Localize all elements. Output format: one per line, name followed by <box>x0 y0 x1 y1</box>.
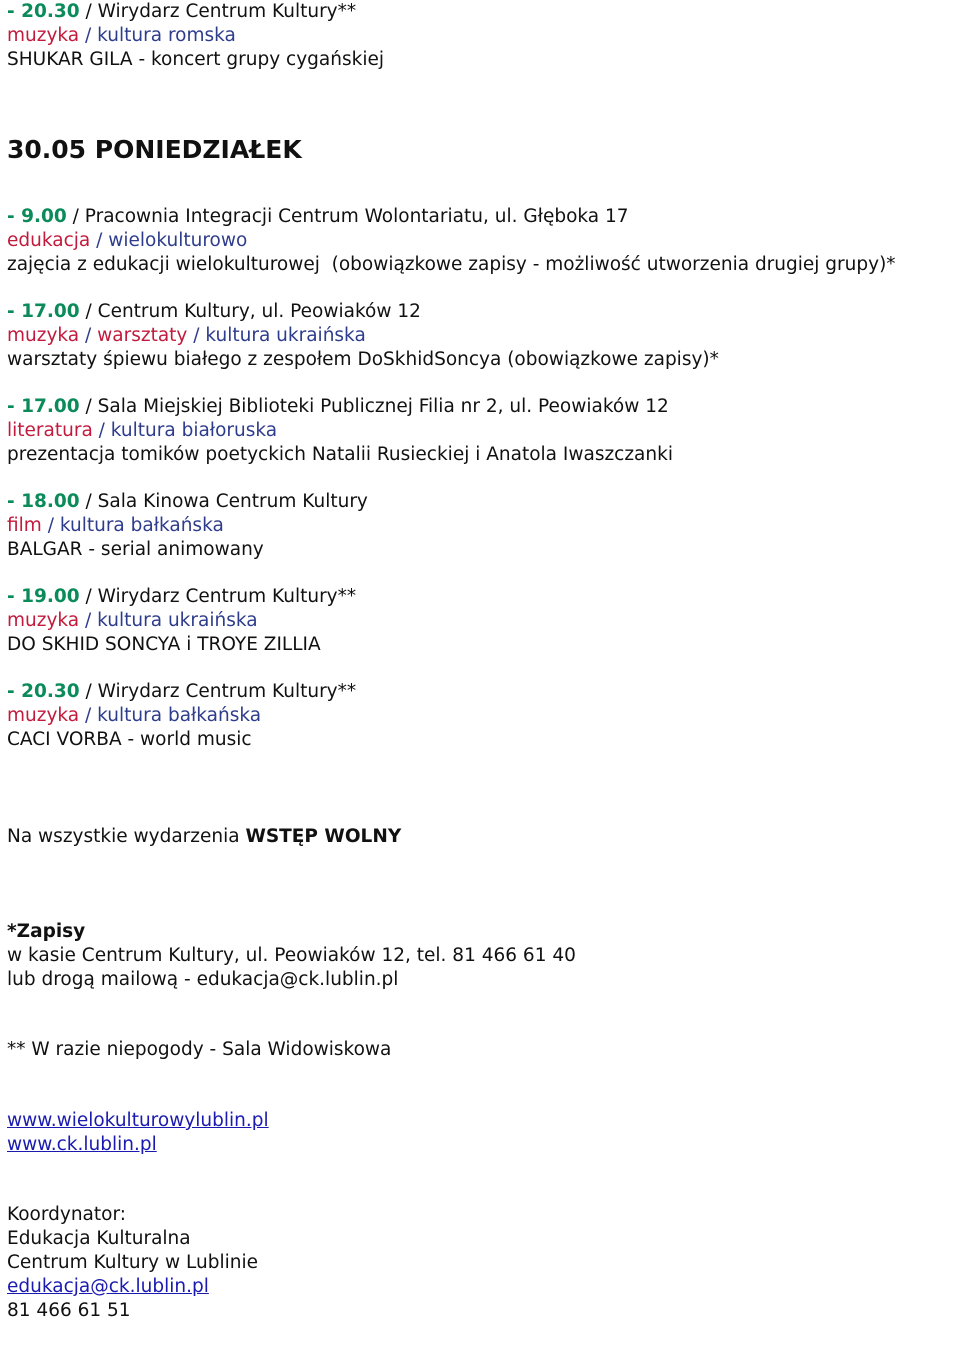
event-entry <box>7 205 952 277</box>
event-entry <box>7 0 952 72</box>
day-heading: 30.05 PONIEDZIAŁEK <box>7 135 302 164</box>
event-place: / Wirydarz Centrum Kultury** <box>79 586 357 607</box>
event-category: muzyka <box>7 325 80 346</box>
event-time-place <box>7 490 952 514</box>
category-separator: / <box>79 325 98 346</box>
category-separator: / <box>79 610 98 631</box>
event-description: zajęcia z edukacji wielokulturowej (obowiązkowe zapisy - możliwość utworzenia drugiej grupy)* <box>7 254 896 275</box>
event-time-hour: - 9. <box>7 206 42 227</box>
event-time-hour: - 20. <box>7 681 54 702</box>
event-entry <box>7 395 952 467</box>
event-category: kultura romska <box>97 25 236 46</box>
event-categories <box>7 229 952 253</box>
event-place: / Wirydarz Centrum Kultury** <box>79 681 357 702</box>
events-list <box>7 205 952 752</box>
event-time-minutes: 00 <box>53 396 80 417</box>
event-place: / Sala Miejskiej Biblioteki Publicznej Filia nr 2, ul. Peowiaków 12 <box>79 396 669 417</box>
event-entry <box>7 680 952 752</box>
zapisy-line: w kasie Centrum Kultury, ul. Peowiaków 12, tel. 81 466 61 40 <box>7 945 576 966</box>
event-category: muzyka <box>7 610 80 631</box>
event-time-minutes: 30 <box>53 681 80 702</box>
event-category: wielokulturowo <box>108 230 248 251</box>
event-description: prezentacja tomików poetyckich Natalii Rusieckiej i Anatola Iwaszczanki <box>7 444 673 465</box>
event-description: BALGAR - serial animowany <box>7 539 264 560</box>
notice-text: Na wszystkie wydarzenia <box>7 826 246 847</box>
event-category: warsztaty <box>97 325 188 346</box>
event-place: / Sala Kinowa Centrum Kultury <box>79 491 368 512</box>
coordinator-email-link[interactable]: edukacja@ck.lublin.pl <box>7 1276 209 1297</box>
event-time-place <box>7 585 952 609</box>
event-description: warsztaty śpiewu białego z zespołem DoSkhidSoncya (obowiązkowe zapisy)* <box>7 349 719 370</box>
zapisy-heading: *Zapisy <box>7 921 86 942</box>
free-entry-notice <box>7 825 952 849</box>
event-time-place <box>7 205 952 229</box>
document <box>7 0 952 1323</box>
event-category: muzyka <box>7 25 80 46</box>
event-description: SHUKAR GILA - koncert grupy cygańskiej <box>7 49 384 70</box>
notice-bold: WSTĘP WOLNY <box>245 826 402 847</box>
category-separator: / <box>92 420 111 441</box>
event-place: / Pracownia Integracji Centrum Wolontariatu, ul. Głęboka 17 <box>66 206 629 227</box>
event-time-hour: - 20. <box>7 1 54 22</box>
event-description: DO SKHID SONCYA i TROYE ZILLIA <box>7 634 321 655</box>
event-time-minutes: 00 <box>41 206 67 227</box>
event-category: kultura bałkańska <box>97 705 262 726</box>
event-time-minutes: 00 <box>53 301 80 322</box>
event-category: film <box>7 515 42 536</box>
event-time-place <box>7 0 952 24</box>
event-description: CACI VORBA - world music <box>7 729 252 750</box>
event-category: kultura ukraińska <box>97 610 258 631</box>
event-categories <box>7 514 952 538</box>
event-category: kultura ukraińska <box>205 325 366 346</box>
event-time-minutes: 00 <box>53 586 80 607</box>
category-separator: / <box>187 325 206 346</box>
event-time-hour: - 18. <box>7 491 54 512</box>
event-category: kultura białoruska <box>110 420 278 441</box>
event-categories <box>7 419 952 443</box>
event-time-place <box>7 680 952 704</box>
event-categories <box>7 324 952 348</box>
event-category: kultura bałkańska <box>59 515 224 536</box>
event-time-hour: - 17. <box>7 396 54 417</box>
event-time-minutes: 00 <box>53 491 80 512</box>
event-categories <box>7 704 952 728</box>
category-separator: / <box>90 230 109 251</box>
link-ck-lublin[interactable]: www.ck.lublin.pl <box>7 1134 157 1155</box>
event-place: / Centrum Kultury, ul. Peowiaków 12 <box>79 301 421 322</box>
event-place: / Wirydarz Centrum Kultury** <box>79 1 357 22</box>
coordinator-org: Edukacja Kulturalna <box>7 1228 191 1249</box>
event-time-minutes: 30 <box>53 1 80 22</box>
event-entry <box>7 585 952 657</box>
event-category: literatura <box>7 420 93 441</box>
category-separator: / <box>41 515 60 536</box>
event-time-place <box>7 395 952 419</box>
event-category: muzyka <box>7 705 80 726</box>
weather-note: ** W razie niepogody - Sala Widowiskowa <box>7 1039 392 1060</box>
event-entry <box>7 300 952 372</box>
event-categories <box>7 24 952 48</box>
category-separator: / <box>79 705 98 726</box>
coordinator-phone: 81 466 61 51 <box>7 1300 131 1321</box>
coordinator-label: Koordynator: <box>7 1204 126 1225</box>
coordinator-org: Centrum Kultury w Lublinie <box>7 1252 258 1273</box>
event-time-hour: - 19. <box>7 586 54 607</box>
link-wielokulturowy[interactable]: www.wielokulturowylublin.pl <box>7 1110 269 1131</box>
event-time-hour: - 17. <box>7 301 54 322</box>
zapisy-line: lub drogą mailową - edukacja@ck.lublin.pl <box>7 969 399 990</box>
event-entry <box>7 490 952 562</box>
event-category: edukacja <box>7 230 91 251</box>
event-categories <box>7 609 952 633</box>
event-time-place <box>7 300 952 324</box>
category-separator: / <box>79 25 98 46</box>
